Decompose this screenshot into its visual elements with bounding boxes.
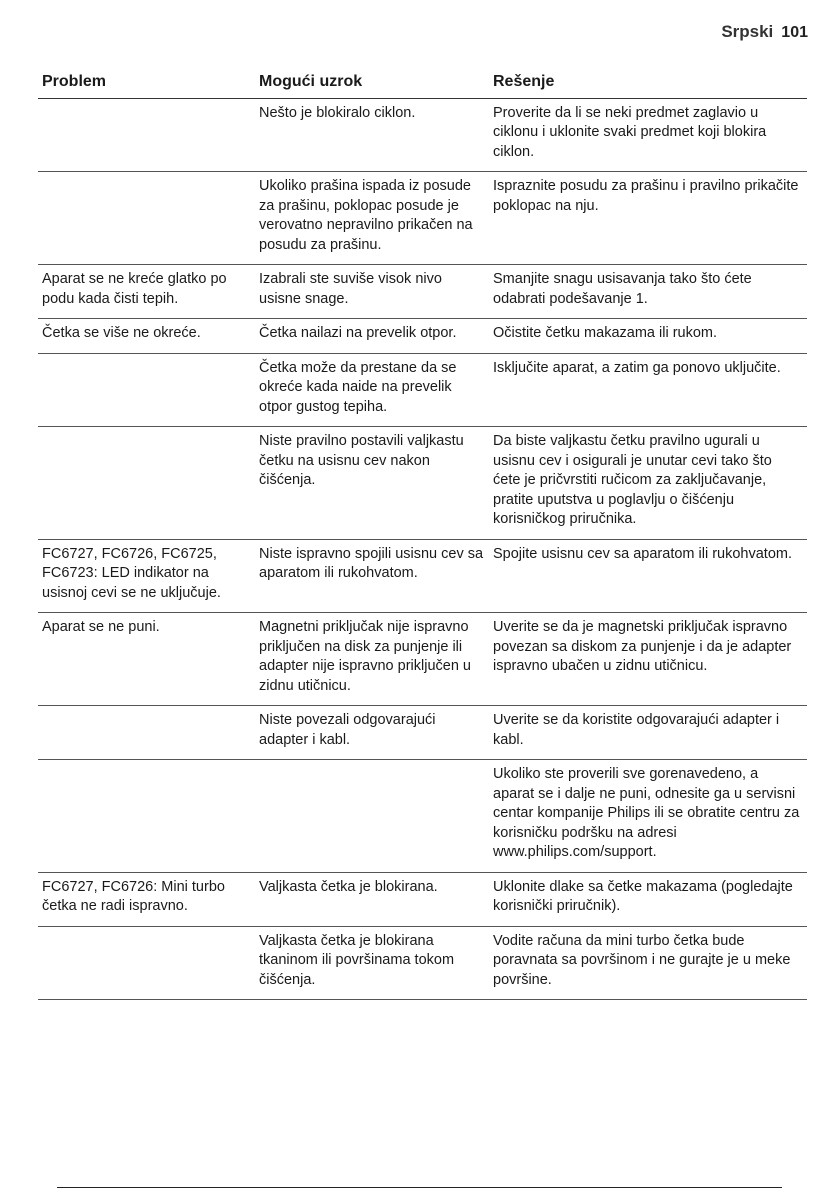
problem-cell: FC6727, FC6726: Mini turbo četka ne radi ispravno. [38,872,255,926]
solution-cell: Ukoliko ste proverili sve gorenavedeno, a aparat se i dalje ne puni, odnesite ga u servisni centar kompanije Philips ili se obratite centru za korisničku podršku na adresi www.philips.com/support. [489,760,807,873]
cause-cell: Ukoliko prašina ispada iz posude za prašinu, poklopac posude je verovatno nepravilno prikačen na posudu za prašinu. [255,172,489,265]
cause-cell: Valjkasta četka je blokirana. [255,872,489,926]
cause-cell: Niste pravilno postavili valjkastu četku na usisnu cev nakon čišćenja. [255,427,489,540]
solution-cell: Ispraznite posudu za prašinu i pravilno prikačite poklopac na nju. [489,172,807,265]
table-row [38,613,807,706]
solution-cell: Uverite se da je magnetski priključak ispravno povezan sa diskom za punjenje i da je adapter ispravno ubačen u zidnu utičnicu. [489,613,807,706]
footer-divider [57,1187,782,1188]
solution-cell: Isključite aparat, a zatim ga ponovo uključite. [489,353,807,427]
solution-cell: Očistite četku makazama ili rukom. [489,319,807,354]
table-header-row [38,70,807,98]
page-header [721,22,808,42]
cause-cell: Četka može da prestane da se okreće kada naide na prevelik otpor gustog tepiha. [255,353,489,427]
cause-cell: Nešto je blokiralo ciklon. [255,98,489,172]
problem-cell [38,760,255,873]
problem-cell [38,427,255,540]
table-row [38,872,807,926]
language-label: Srpski [721,22,774,41]
cause-cell: Valjkasta četka je blokirana tkaninom ili površinama tokom čišćenja. [255,926,489,1000]
cause-cell: Niste ispravno spojili usisnu cev sa aparatom ili rukohvatom. [255,539,489,613]
cause-cell: Izabrali ste suviše visok nivo usisne snage. [255,265,489,319]
table-row [38,427,807,540]
table-row [38,539,807,613]
table-row [38,265,807,319]
table-row [38,926,807,1000]
problem-cell [38,353,255,427]
troubleshooting-table [38,70,807,1000]
problem-cell [38,706,255,760]
cause-cell [255,760,489,873]
column-header-solution: Rešenje [489,70,807,98]
table-row [38,760,807,873]
column-header-cause: Mogući uzrok [255,70,489,98]
cause-cell: Četka nailazi na prevelik otpor. [255,319,489,354]
table-row [38,172,807,265]
problem-cell: FC6727, FC6726, FC6725, FC6723: LED indikator na usisnoj cevi se ne uključuje. [38,539,255,613]
problem-cell: Aparat se ne puni. [38,613,255,706]
problem-cell [38,98,255,172]
table-row [38,319,807,354]
solution-cell: Da biste valjkastu četku pravilno ugurali u usisnu cev i osigurali je unutar cevi tako što ćete je pričvrstiti ručicom za zaključavanje, pratite uputstva u poglavlju o čišćenju korisničkog priručnika. [489,427,807,540]
problem-cell [38,926,255,1000]
cause-cell: Magnetni priključak nije ispravno priključen na disk za punjenje ili adapter nije ispravno priključen u zidnu utičnicu. [255,613,489,706]
table-row [38,98,807,172]
solution-cell: Uklonite dlake sa četke makazama (pogledajte korisnički priručnik). [489,872,807,926]
problem-cell: Četka se više ne okreće. [38,319,255,354]
problem-cell: Aparat se ne kreće glatko po podu kada čisti tepih. [38,265,255,319]
solution-cell: Proverite da li se neki predmet zaglavio u ciklonu i uklonite svaki predmet koji blokira ciklon. [489,98,807,172]
table-row [38,353,807,427]
solution-cell: Smanjite snagu usisavanja tako što ćete odabrati podešavanje 1. [489,265,807,319]
cause-cell: Niste povezali odgovarajući adapter i kabl. [255,706,489,760]
solution-cell: Spojite usisnu cev sa aparatom ili rukohvatom. [489,539,807,613]
problem-cell [38,172,255,265]
table-row [38,706,807,760]
page-number: 101 [781,24,808,41]
column-header-problem: Problem [38,70,255,98]
solution-cell: Vodite računa da mini turbo četka bude poravnata sa površinom i ne gurajte je u meke površine. [489,926,807,1000]
solution-cell: Uverite se da koristite odgovarajući adapter i kabl. [489,706,807,760]
